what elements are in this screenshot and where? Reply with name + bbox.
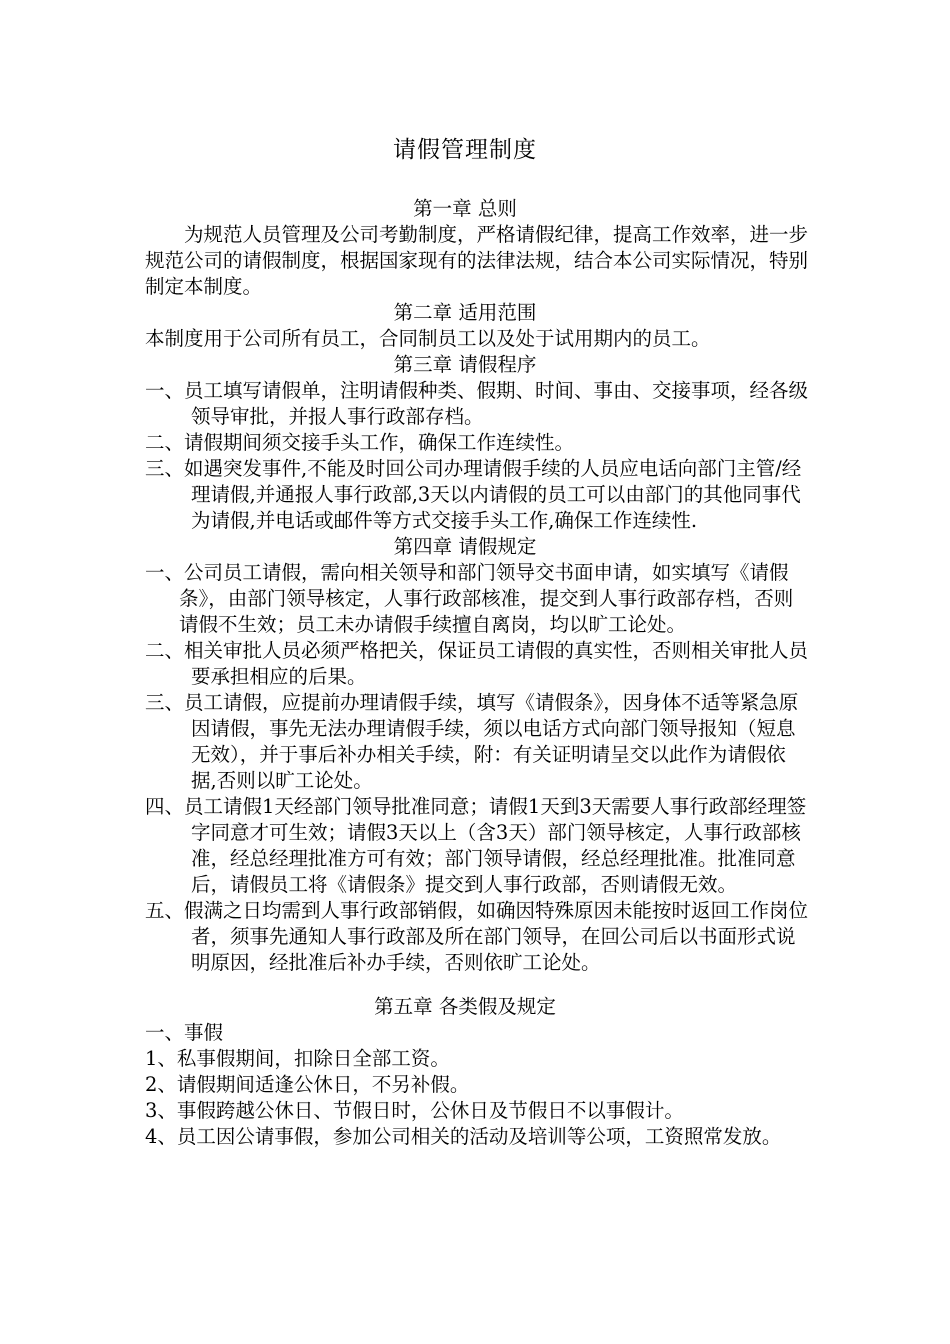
chapter-3-item: 二、请假期间须交接手头工作，确保工作连续性。: [145, 431, 575, 454]
chapter-5-item: 2、请假期间适逢公休日，不另补假。: [145, 1073, 470, 1096]
chapter-4-item: 三、员工请假，应提前办理请假手续，填写《请假条》，因身体不适等紧急原因请假，事先无法办理请假手续，须以电话方式向部门领导报知（短息无效），并于事后补办相关手续，附：有关证明请呈交以此作为请假依据,否则以旷工论处。: [145, 691, 799, 792]
chapter-3-item: 三、如遇突发事件,不能及时回公司办理请假手续的人员应电话向部门主管/经理请假,并通报人事行政部,3天以内请假的员工可以由部门的其他同事代为请假,并电话或邮件等方式交接手头工作,确保工作连续性.: [145, 457, 802, 532]
chapter-4-heading: 第四章 请假规定: [393, 535, 537, 558]
chapter-2-heading: 第二章 适用范围: [393, 301, 537, 324]
chapter-5-item: 4、员工因公请事假，参加公司相关的活动及培训等公项，工资照常发放。: [145, 1125, 782, 1148]
chapter-4-item: 二、相关审批人员必须严格把关，保证员工请假的真实性，否则相关审批人员要承担相应的后果。: [145, 639, 809, 688]
chapter-4-item: 一、公司员工请假，需向相关领导和部门领导交书面申请，如实填写《请假条》，由部门领导核定，人事行政部核准，提交到人事行政部存档，否则请假不生效；员工未办请假手续擅自离岗，均以旷工论处。: [145, 561, 794, 636]
chapter-5-item: 3、事假跨越公休日、节假日时，公休日及节假日不以事假计。: [145, 1099, 684, 1122]
chapter-5-item: 1、私事假期间，扣除日全部工资。: [145, 1047, 450, 1070]
document-title: 请假管理制度: [393, 137, 537, 163]
chapter-1-heading: 第一章 总则: [413, 197, 517, 220]
chapter-4-item: 五、假满之日均需到人事行政部销假，如确因特殊原因未能按时返回工作岗位者，须事先通知人事行政部及所在部门领导，在回公司后以书面形式说明原因，经批准后补办手续，否则依旷工论处。: [145, 899, 809, 974]
chapter-1-text: 为规范人员管理及公司考勤制度，严格请假纪律，提高工作效率，进一步规范公司的请假制度，根据国家现有的法律法规，结合本公司实际情况，特别制定本制度。: [145, 223, 809, 298]
chapter-2-text: 本制度用于公司所有员工，合同制员工以及处于试用期内的员工。: [145, 327, 711, 350]
document-body: [145, 196, 811, 1150]
chapter-3-item: 一、员工填写请假单，注明请假种类、假期、时间、事由、交接事项，经各级领导审批，并报人事行政部存档。: [145, 379, 809, 428]
chapter-5-subheading: 一、事假: [145, 1021, 224, 1044]
chapter-5-heading: 第五章 各类假及规定: [374, 995, 556, 1018]
chapter-4-item: 四、员工请假1天经部门领导批准同意；请假1天到3天需要人事行政部经理签字同意才可生效；请假3天以上（含3天）部门领导核定，人事行政部核准，经总经理批准方可有效；部门领导请假，经总经理批准。批准同意后，请假员工将《请假条》提交到人事行政部，否则请假无效。: [145, 795, 807, 896]
chapter-3-heading: 第三章 请假程序: [393, 353, 537, 376]
spacer: [145, 976, 811, 994]
